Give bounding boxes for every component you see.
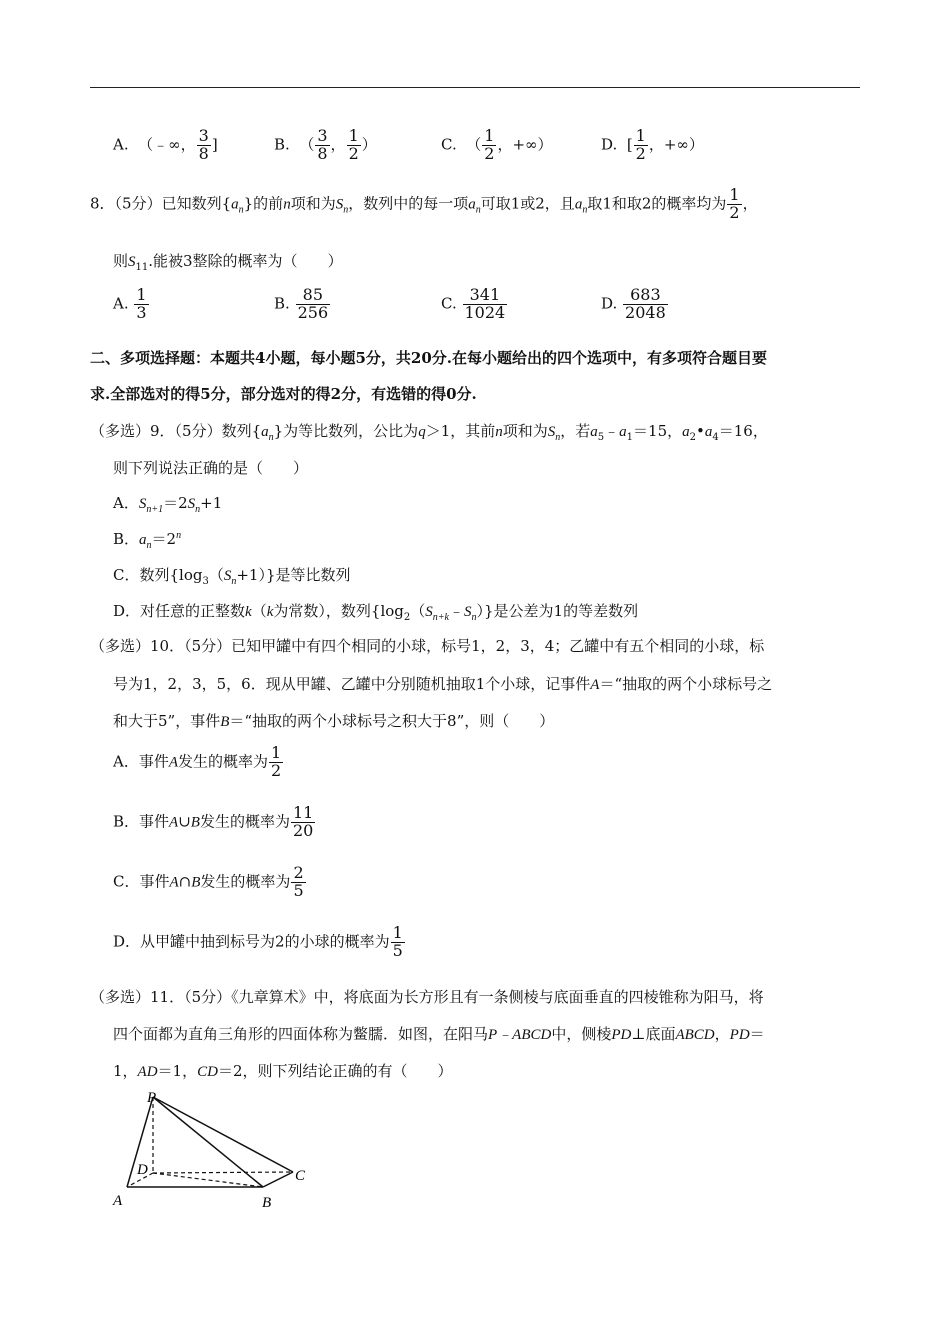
- sub: 3: [202, 576, 209, 587]
- fraction: [134, 287, 148, 322]
- text: 发生的概率为: [199, 812, 290, 831]
- text: 号为1，2，3，5，6．现从甲罐、乙罐中分别随机抽取1个小球，记事件: [113, 675, 591, 693]
- text: ）: [361, 135, 377, 154]
- numerator: 1: [136, 285, 147, 304]
- fraction: [315, 128, 329, 163]
- option-label: D.: [601, 135, 618, 154]
- var: B: [190, 814, 200, 831]
- text: ＝16，: [718, 422, 768, 440]
- sub: 2: [403, 612, 411, 623]
- option-label: D.: [601, 294, 618, 313]
- text: ，: [330, 135, 346, 154]
- edge-BC: [263, 1172, 293, 1187]
- var: B: [220, 714, 230, 730]
- q8-option-a: [113, 287, 150, 322]
- fraction: [291, 805, 315, 840]
- text: 数列{log: [139, 566, 203, 584]
- fraction: [634, 128, 648, 163]
- q10-option-a: [113, 745, 284, 780]
- denominator: 2: [484, 143, 495, 163]
- q11-stem-line1: （多选）11．（5分）《九章算术》中，将底面为长方形且有一条侧棱与底面垂直的四棱锥称为阳马，将: [90, 988, 764, 1006]
- text: ，: [742, 194, 758, 213]
- var: AD: [137, 1064, 158, 1080]
- denominator: 2048: [625, 302, 666, 322]
- text: ＞1，其前: [425, 422, 496, 440]
- sub: n: [475, 204, 481, 216]
- var: a: [261, 424, 269, 440]
- text: 项和为: [290, 194, 336, 213]
- var: a: [231, 196, 239, 213]
- denominator: 2: [729, 202, 740, 222]
- fraction: [291, 865, 305, 900]
- numerator: 3: [198, 126, 209, 145]
- text: 四个面都为直角三角形的四面体称为鳖臑．如图，在阳马: [113, 1025, 489, 1043]
- q9-option-c: [113, 564, 351, 587]
- option-label: A.: [113, 135, 129, 154]
- text: ]: [211, 135, 218, 154]
- var: PD: [729, 1027, 750, 1043]
- var: A: [169, 874, 179, 891]
- text: }的前: [243, 194, 284, 213]
- q7-option-b: [274, 128, 377, 163]
- numerator: 3: [317, 126, 328, 145]
- text: +1: [200, 494, 223, 512]
- text: ＝15，: [633, 422, 683, 440]
- text: 发生的概率为: [200, 872, 291, 891]
- option-label: B．: [113, 530, 140, 548]
- q10-stem-line2: [113, 673, 772, 694]
- option-label: A.: [113, 294, 129, 313]
- label-P: P: [147, 1090, 157, 1106]
- text: 发生的概率为: [178, 752, 269, 771]
- text: 8．（5分）已知数列{: [90, 194, 232, 213]
- q9-stem-line1: [90, 420, 768, 443]
- fraction: [623, 287, 668, 322]
- text: ＝“抽取的两个小球标号之: [599, 675, 773, 693]
- numerator: 11: [292, 803, 314, 822]
- pyramid-figure: [105, 1085, 320, 1215]
- var: A: [169, 814, 179, 831]
- sub: n: [582, 204, 588, 216]
- q10-option-d: [113, 925, 406, 960]
- text: （: [410, 602, 426, 620]
- label-D: D: [137, 1162, 148, 1178]
- text: }为等比数列，公比为: [273, 422, 419, 440]
- sub: 4: [712, 432, 719, 443]
- q9-option-a: [113, 492, 222, 515]
- q8-stem-line1: [90, 187, 758, 222]
- option-label: B.: [274, 135, 290, 154]
- q10-stem-line1: （多选）10．（5分）已知甲罐中有四个相同的小球，标号1，2，3，4；乙罐中有五个相同的小球，标: [90, 637, 765, 655]
- var: S: [463, 604, 472, 620]
- denominator: 256: [297, 302, 329, 322]
- edge-DB: [153, 1173, 263, 1187]
- sub: n: [238, 204, 244, 216]
- numerator: 2: [293, 863, 304, 882]
- var: S: [138, 496, 147, 512]
- text: （: [208, 566, 224, 584]
- var: P﹣ABCD: [488, 1027, 552, 1043]
- var: n: [495, 424, 503, 440]
- q10-option-c: [113, 865, 307, 900]
- label-B: B: [262, 1195, 272, 1211]
- numerator: 85: [296, 287, 331, 305]
- fraction: [296, 287, 331, 322]
- sub: n+k: [432, 612, 449, 623]
- q10-option-b: [113, 805, 316, 840]
- text: ，数列中的每一项: [348, 194, 469, 213]
- text: ＝1，: [157, 1062, 198, 1080]
- var: k: [266, 604, 274, 620]
- numerator: 1: [484, 126, 495, 145]
- var: S: [187, 496, 196, 512]
- fraction: [463, 287, 508, 322]
- text: 和大于5”，事件: [113, 712, 221, 730]
- var: ABCD: [675, 1027, 715, 1043]
- var: a: [619, 424, 627, 440]
- section-heading-line1: 二、多项选择题：本题共4小题，每小题5分，共20分.在每小题给出的四个选项中，有多项符合题目要: [90, 349, 767, 367]
- sub: n: [343, 204, 349, 216]
- q7-option-c: [441, 128, 553, 163]
- text: ，+∞）: [497, 135, 553, 154]
- text: （: [251, 602, 267, 620]
- fraction: [197, 128, 211, 163]
- text: 可取1或2，且: [480, 194, 575, 213]
- option-label: B．: [113, 812, 140, 831]
- var: PD: [611, 1027, 632, 1043]
- q10-stem-line3: [113, 710, 554, 731]
- denominator: 2: [271, 760, 282, 780]
- text: ＝: [749, 1025, 765, 1043]
- text: ＝2: [151, 530, 177, 548]
- numerator: 1: [348, 126, 359, 145]
- var: CD: [197, 1064, 218, 1080]
- text: 对任意的正整数: [140, 602, 246, 620]
- text: ，若: [560, 422, 591, 440]
- fraction: [727, 187, 741, 222]
- option-label: B.: [274, 294, 290, 313]
- q9-option-b: [113, 528, 181, 551]
- text: 中，侧棱: [551, 1025, 612, 1043]
- edge-PC: [153, 1097, 293, 1172]
- var: S: [425, 604, 433, 620]
- denominator: 8: [198, 143, 209, 163]
- header-rule: [90, 87, 860, 88]
- option-label: C．: [113, 872, 140, 891]
- q9-stem-line2: 则下列说法正确的是（ ）: [113, 459, 309, 477]
- numerator: 341: [463, 287, 508, 305]
- var: S: [335, 196, 344, 213]
- sub: n: [231, 576, 237, 587]
- text: [: [626, 135, 633, 154]
- text: 则: [113, 252, 129, 270]
- numerator: 1: [271, 743, 282, 762]
- q9-option-d: [113, 600, 638, 623]
- numerator: 1: [729, 185, 740, 204]
- var: S: [223, 568, 232, 584]
- q8-option-c: [441, 287, 508, 322]
- text: 项和为: [502, 422, 548, 440]
- sub: n: [268, 432, 274, 443]
- q8-option-d: [601, 287, 669, 322]
- text: .能被3整除的概率为（ ）: [148, 252, 343, 270]
- edge-DC: [153, 1172, 293, 1173]
- sub: 2: [689, 432, 696, 443]
- sub: 1: [626, 432, 634, 443]
- denominator: 5: [293, 880, 304, 900]
- var: B: [191, 874, 201, 891]
- option-label: C．: [113, 566, 140, 584]
- numerator: 1: [635, 126, 646, 145]
- numerator: 683: [623, 287, 668, 305]
- var: a: [590, 424, 598, 440]
- denominator: 3: [136, 302, 147, 322]
- label-A: A: [113, 1193, 123, 1209]
- text: ﹣: [604, 422, 620, 440]
- sub: 5: [597, 432, 605, 443]
- denominator: 2: [635, 143, 646, 163]
- var: a: [682, 424, 690, 440]
- q7-option-a: [113, 128, 218, 163]
- var: a: [574, 196, 583, 213]
- denominator: 1024: [464, 302, 506, 322]
- text: ＝2，则下列结论正确的有（ ）: [217, 1062, 453, 1080]
- text: ，+∞）: [648, 135, 704, 154]
- var: a: [468, 196, 476, 213]
- q7-option-d: [601, 128, 704, 163]
- q11-stem-line3: [113, 1060, 452, 1081]
- var: a: [139, 532, 147, 548]
- denominator: 5: [392, 940, 403, 960]
- numerator: 1: [392, 923, 403, 942]
- sup: n: [176, 530, 182, 541]
- denominator: 8: [317, 143, 328, 163]
- text: ，: [714, 1025, 730, 1043]
- text: （: [466, 135, 482, 154]
- var: k: [245, 604, 252, 620]
- text: 事件: [139, 812, 170, 831]
- label-C: C: [295, 1168, 306, 1184]
- text: 事件: [139, 872, 170, 891]
- option-label: A．: [113, 494, 139, 512]
- var: S: [547, 424, 556, 440]
- text: （﹣∞，: [138, 135, 196, 154]
- text: 事件: [138, 752, 169, 771]
- var: n: [283, 196, 291, 213]
- edge-PB: [153, 1097, 263, 1187]
- text: ＝2: [163, 494, 188, 512]
- option-label: D．: [113, 932, 141, 951]
- fraction: [482, 128, 496, 163]
- text: +1）}是等比数列: [236, 566, 351, 584]
- sub: n: [195, 504, 201, 515]
- fraction: [347, 128, 361, 163]
- sub: n+1: [146, 504, 164, 515]
- text: ﹣: [448, 602, 464, 620]
- q8-stem-line2: [113, 250, 343, 273]
- var: a: [704, 424, 713, 440]
- q11-stem-line2: [113, 1023, 765, 1044]
- text: 从甲罐中抽到标号为2的小球的概率为: [140, 932, 390, 951]
- section-heading-line2: 求.全部选对的得5分，部分选对的得2分，有选错的得0分.: [90, 385, 477, 403]
- var: A: [590, 677, 600, 693]
- text: •: [696, 422, 705, 440]
- text: ∩: [178, 872, 192, 891]
- option-label: C.: [441, 135, 457, 154]
- denominator: 20: [292, 820, 314, 840]
- fraction: [269, 745, 283, 780]
- text: ＝“抽取的两个小球标号之积大于8”，则（ ）: [229, 712, 555, 730]
- text: ∪: [178, 812, 191, 831]
- fraction: [391, 925, 405, 960]
- sub: n: [146, 540, 152, 551]
- option-label: A．: [113, 752, 139, 771]
- option-label: C.: [441, 294, 457, 313]
- text: （: [299, 135, 315, 154]
- var: A: [168, 754, 179, 771]
- text: 取1和取2的概率均为: [587, 194, 727, 213]
- sub: n: [555, 432, 561, 443]
- text: 1，: [113, 1062, 138, 1080]
- var: S: [128, 254, 136, 270]
- sub: n: [471, 612, 477, 623]
- q8-option-b: [274, 287, 331, 322]
- text: ）}是公差为1的等差数列: [476, 602, 639, 620]
- text: 为常数），数列{log: [273, 602, 404, 620]
- text: ⊥底面: [631, 1025, 676, 1043]
- option-label: D．: [113, 602, 141, 620]
- sub: 11: [135, 262, 149, 273]
- var: q: [418, 424, 426, 440]
- text: （多选）9．（5分）数列{: [90, 422, 262, 440]
- denominator: 2: [348, 143, 359, 163]
